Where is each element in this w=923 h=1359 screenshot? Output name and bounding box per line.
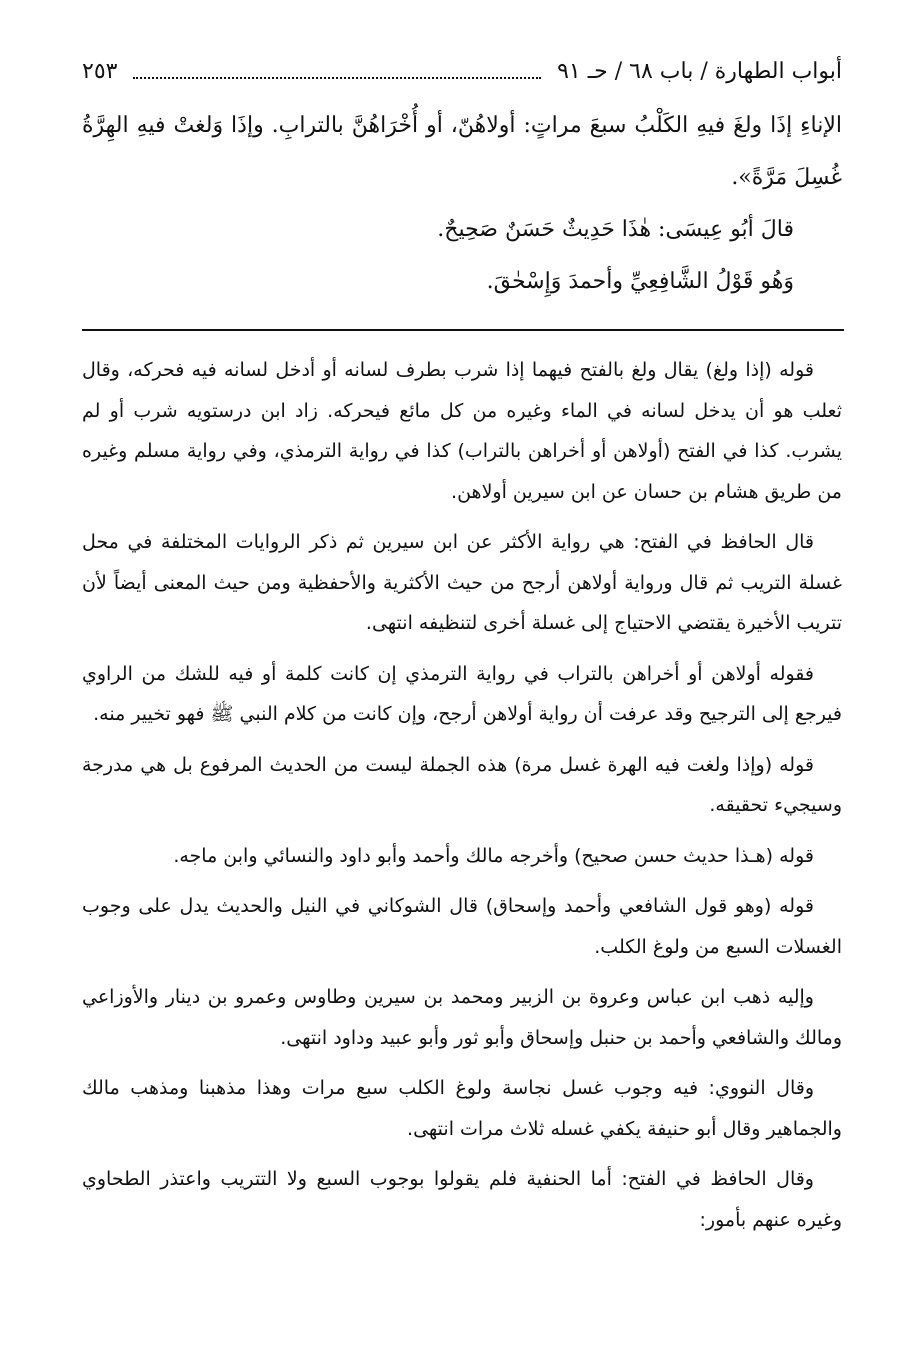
- hadith-text: [82, 100, 842, 308]
- commentary-paragraph-8: وقال النووي: فيه وجوب غسل نجاسة ولوغ الكلب سبع مرات وهذا مذهبنا ومذهب مالك والجماهير وقال أبو حنيفة يكفي غسله ثلاث مرات انتهى.: [82, 1077, 842, 1140]
- running-header: [82, 52, 842, 92]
- commentary-paragraph-4: قوله (وإذا ولغت فيه الهرة غسل مرة) هذه الجملة ليست من الحديث المرفوع بل هي مدرجة وسيجيء تحقيقه.: [82, 753, 842, 816]
- header-title: أبواب الطهارة / باب ٦٨ / حـ ٩١: [557, 59, 842, 84]
- page-number: ٢٥٣: [82, 59, 118, 84]
- hadith-line-2: قالَ أبُو عِيسَى: هٰذَا حَدِيثٌ حَسَنٌ صَحِيحٌ.: [437, 217, 794, 242]
- commentary-paragraph-9: وقال الحافظ في الفتح: أما الحنفية فلم يقولوا بوجوب السبع ولا التتريب واعتذر الطحاوي وغيره عنهم بأمور:: [82, 1168, 842, 1231]
- header-dot-leader: [133, 77, 541, 79]
- commentary-paragraph-3: فقوله أولاهن أو أخراهن بالتراب في رواية الترمذي إن كانت كلمة أو فيه للشك من الراوي فيرجع إلى الترجيح وقد عرفت أن رواية أولاهن أرجح، وإن كانت من كلام النبي ﷺ فهو تخيير منه.: [82, 662, 842, 725]
- commentary-paragraph-2: قال الحافظ في الفتح: هي رواية الأكثر عن ابن سيرين ثم ذكر الروايات المختلفة في محل غسلة التريب ثم قال ورواية أولاهن أرجح من حيث الأكثرية والأحفظية ومن حيث المعنى أيضاً لأن تتريب الأخيرة يقتضي الاحتياج إلى غسلة أخرى لتنظيفه انتهى.: [82, 531, 842, 634]
- hadith-line-3: وَهُو قَوْلُ الشَّافِعِيِّ وأحمدَ وَإِسْحٰقَ.: [486, 269, 794, 294]
- section-divider: [82, 329, 844, 331]
- commentary-paragraph-5: قوله (هـذا حديث حسن صحيح) وأخرجه مالك وأحمد وأبو داود والنسائي وابن ماجه.: [173, 844, 814, 867]
- commentary-paragraph-6: قوله (وهو قول الشافعي وأحمد وإسحاق) قال الشوكاني في النيل والحديث يدل على وجوب الغسلات السبع من ولوغ الكلب.: [82, 895, 842, 958]
- hadith-line-1: الإناءِ إذَا ولغَ فيهِ الكَلْبُ سبعَ مراتٍ: أولاهُنّ، أو أُخْرَاهُنَّ بالترابِ. وإذَا وَلغتْ فيهِ الهِرَّةُ غُسِلَ مَرَّةً».: [82, 113, 842, 190]
- commentary-paragraph-7: وإليه ذهب ابن عباس وعروة بن الزبير ومحمد بن سيرين وطاوس وعمرو بن دينار والأوزاعي ومالك والشافعي وأحمد بن حنبل وإسحاق وأبو ثور وأبو عبيد وداود انتهى.: [82, 986, 842, 1049]
- commentary-paragraph-1: قوله (إذا ولغ) يقال ولغ بالفتح فيهما إذا شرب بطرف لسانه أو أدخل لسانه فيه فحركه، وقال ثعلب هو أن يدخل لسانه في الماء وغيره من كل مائع فيحركه. زاد ابن درستويه شرب أو لم يشرب. كذا في الفتح (أولاهن أو أخراهن بالتراب) كذا في رواية الترمذي، وفي رواية مسلم وغيره من طريق هشام بن حسان عن ابن سيرين أولاهن.: [82, 359, 842, 503]
- commentary-section: [82, 350, 842, 1250]
